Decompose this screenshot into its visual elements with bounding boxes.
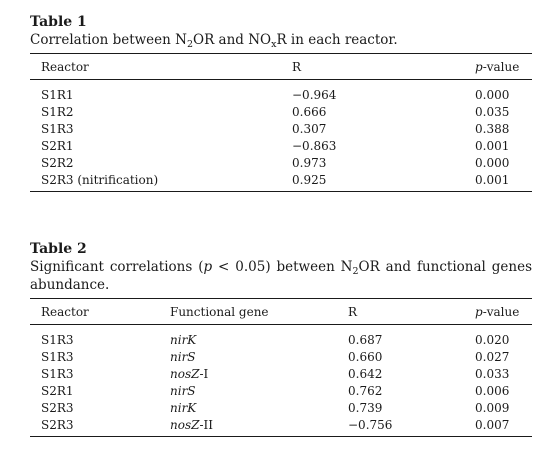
cell-r: 0.642: [348, 366, 383, 381]
gene-name: nirS: [170, 383, 196, 398]
cell-functional-gene: [170, 325, 348, 349]
cell-reactor: S2R1: [41, 383, 74, 398]
cell-r: 0.660: [348, 349, 383, 364]
cell-r: 0.762: [348, 383, 383, 398]
cell-p-value: 0.027: [475, 349, 510, 364]
cell-p-value: 0.033: [475, 366, 510, 381]
table-1-label: Table 1: [30, 14, 87, 30]
cell-reactor: S2R3: [41, 400, 74, 415]
cell-p-value: 0.007: [475, 417, 510, 432]
cell-p-value: 0.000: [475, 87, 510, 102]
cell-p-value: 0.006: [475, 383, 510, 398]
table-1-bottom-rule: [30, 191, 532, 192]
table-2-header-row: [30, 299, 532, 325]
cell-reactor: S1R2: [41, 104, 74, 119]
cell-r: 0.307: [292, 121, 327, 136]
table-2-bottom-rule: [30, 436, 532, 437]
table-2-caption: Significant correlations (p < 0.05) between $N_2OR$ and functional genes abundance.: [30, 259, 532, 293]
cell-reactor: S2R3 (nitrification): [41, 172, 159, 187]
cell-p-value: 0.001: [475, 138, 510, 153]
table-row: [30, 348, 532, 365]
col-header-p-value: p-value: [475, 304, 520, 319]
cell-p-value: 0.009: [475, 400, 510, 415]
col-header-functional-gene: Functional gene: [170, 304, 269, 319]
cell-functional-gene: [170, 365, 348, 382]
cell-p-value: 0.001: [475, 172, 510, 187]
cell-functional-gene: [170, 416, 348, 433]
col-header-r: R: [348, 304, 358, 319]
cell-r: 0.666: [292, 104, 327, 119]
table-row: [30, 120, 532, 137]
cell-functional-gene: [170, 382, 348, 399]
cell-p-value: 0.035: [475, 104, 510, 119]
col-header-reactor: Reactor: [41, 304, 89, 319]
cell-reactor: S1R3: [41, 349, 74, 364]
gene-name: nirK: [170, 400, 197, 415]
cell-reactor: S1R3: [41, 121, 74, 136]
gene-name: nirK: [170, 332, 197, 347]
cell-p-value: 0.388: [475, 121, 510, 136]
table-1-caption: Correlation between $N_2OR$ and $NO_xR$ in each reactor.: [30, 32, 398, 50]
cell-reactor: S1R1: [41, 87, 74, 102]
table-row: [30, 103, 532, 120]
table-2-label: Table 2: [30, 241, 87, 257]
cell-r: −0.756: [348, 417, 393, 432]
table-row: [30, 416, 532, 433]
gene-name: nirS: [170, 349, 196, 364]
col-header-reactor: Reactor: [41, 59, 89, 74]
cell-functional-gene: [170, 348, 348, 365]
cell-r: 0.687: [348, 332, 383, 347]
cell-r: 0.739: [348, 400, 383, 415]
cell-r: 0.973: [292, 155, 327, 170]
table-1-block: [30, 14, 532, 192]
gene-suffix: -II: [199, 417, 213, 432]
gene-name: nosZ: [170, 366, 200, 381]
cell-reactor: S1R3: [41, 332, 74, 347]
table-row: [30, 365, 532, 382]
table-row: [30, 382, 532, 399]
col-header-p-value: p-value: [475, 59, 520, 74]
cell-r: −0.964: [292, 87, 337, 102]
cell-r: −0.863: [292, 138, 337, 153]
cell-reactor: S2R1: [41, 138, 74, 153]
cell-reactor: S2R2: [41, 155, 74, 170]
table-row: [30, 80, 532, 104]
table-row: [30, 154, 532, 171]
table-row: [30, 137, 532, 154]
table-row: [30, 171, 532, 188]
col-header-r: R: [292, 59, 302, 74]
cell-reactor: S2R3: [41, 417, 74, 432]
cell-p-value: 0.020: [475, 332, 510, 347]
gene-suffix: -I: [199, 366, 209, 381]
cell-r: 0.925: [292, 172, 327, 187]
table-row: [30, 325, 532, 349]
table-2-block: [30, 241, 532, 437]
cell-reactor: S1R3: [41, 366, 74, 381]
gene-name: nosZ: [170, 417, 200, 432]
table-1: [30, 54, 532, 188]
cell-functional-gene: [170, 399, 348, 416]
table-2: [30, 299, 532, 433]
table-1-header-row: [30, 54, 532, 80]
table-row: [30, 399, 532, 416]
cell-p-value: 0.000: [475, 155, 510, 170]
